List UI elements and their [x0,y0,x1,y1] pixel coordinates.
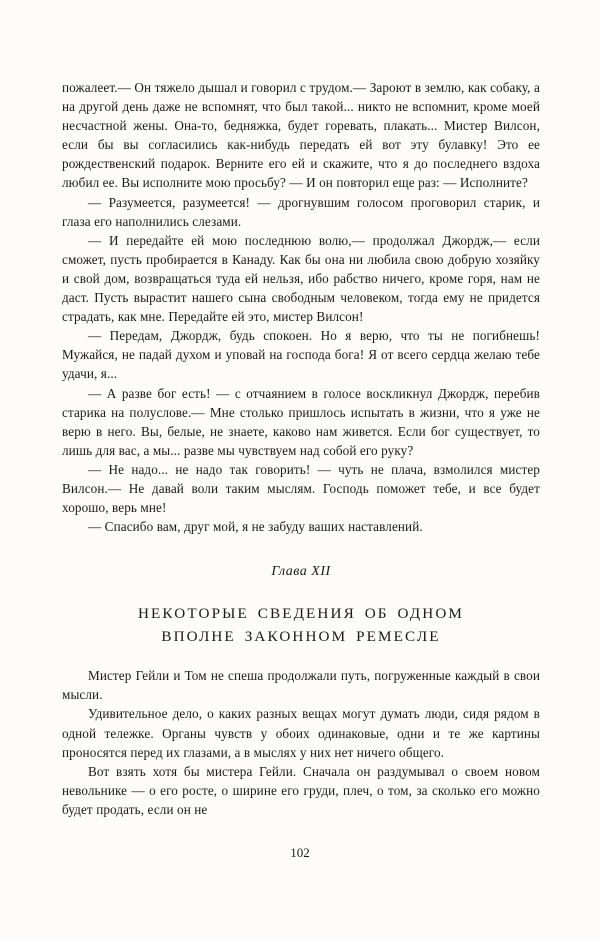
chapter-title [62,580,540,664]
paragraph: — А разве бог есть! — с отчаянием в голосе воскликнул Джордж, перебив старика на полуслове.— Мне столько пришлось испытать в жизни, что я уже не верю в него. Вы, белые, не знаете, каково нам живется. Если бог существует, то лишь для вас, а мы... разве мы чувствуем над собой его руку? [62,385,540,458]
chapter-title-line-1: НЕКОТОРЫЕ СВЕДЕНИЯ ОБ ОДНОМ [137,605,464,623]
page-text-column [62,78,540,819]
paragraph: Вот взять хотя бы мистера Гейли. Сначала он раздумывал о своем новом невольнике — о его росте, о ширине его груди, плеч, о том, за сколько его можно будет продать, если он не [62,763,540,817]
chapter-number: Глава XII [271,564,331,580]
paragraph: — И передайте ей мою последнюю волю,— продолжал Джордж,— если сможет, пусть пробирается в Канаду. Как бы она ни любила свою добрую хозяйку и свой дом, возвращаться туда ей нельзя, ибо рабство ничего, кроме горя, нам не даст. Пусть вырастит нашего сына свободным человеком, тогда ему не придется страдать, как мне. Передайте ей это, мистер Вилсон! [62,232,540,325]
paragraph: — Разумеется, разумеется! — дрогнувшим голосом проговорил старик, и глаза его наполнились слезами. [62,194,540,229]
paragraph: — Передам, Джордж, будь спокоен. Но я верю, что ты не погибнешь! Мужайся, не падай духом и уповай на господа бога! Я от всего сердца желаю тебе удачи, я... [62,328,540,382]
page-number: 102 [290,845,310,860]
paragraph: Мистер Гейли и Том не спеша продолжали путь, погруженные каждый в свои мысли. [62,668,540,703]
paragraph: — Не надо... не надо так говорить! — чуть не плача, взмолился мистер Вилсон.— Не давай воли таким мыслям. Господь поможет тебе, и все будет хорошо, верь мне! [62,461,540,516]
paragraph: Удивительное дело, о каких разных вещах могут думать люди, сидя рядом в одной тележке. Органы чувств у обоих одинаковые, одни и те же картины проносятся перед их глазами, а в мыслях у них нет ничего общего. [62,706,540,760]
chapter-title-line-2: ВПОЛНЕ ЗАКОННОМ РЕМЕСЛЕ [161,628,441,646]
paragraph: пожалеет.— Он тяжело дышал и говорил с трудом.— Зароют в землю, как собаку, а на другой день даже не вспомнят, что был такой... никто не вспомнит, кроме моей несчастной жены. Она-то, бедняжка, будет горевать, плакать... Мистер Вилсон, если бы вы согласились как-нибудь передать ей вот эту булавку! Это ее рождественский подарок. Верните его ей и скажите, что я до последнего вздоха любил ее. Вы исполните мою просьбу? — И он повторил еще раз: — Исполните? [62,80,540,191]
paragraph: — Спасибо вам, друг мой, я не забуду ваших наставлений. [88,519,423,535]
